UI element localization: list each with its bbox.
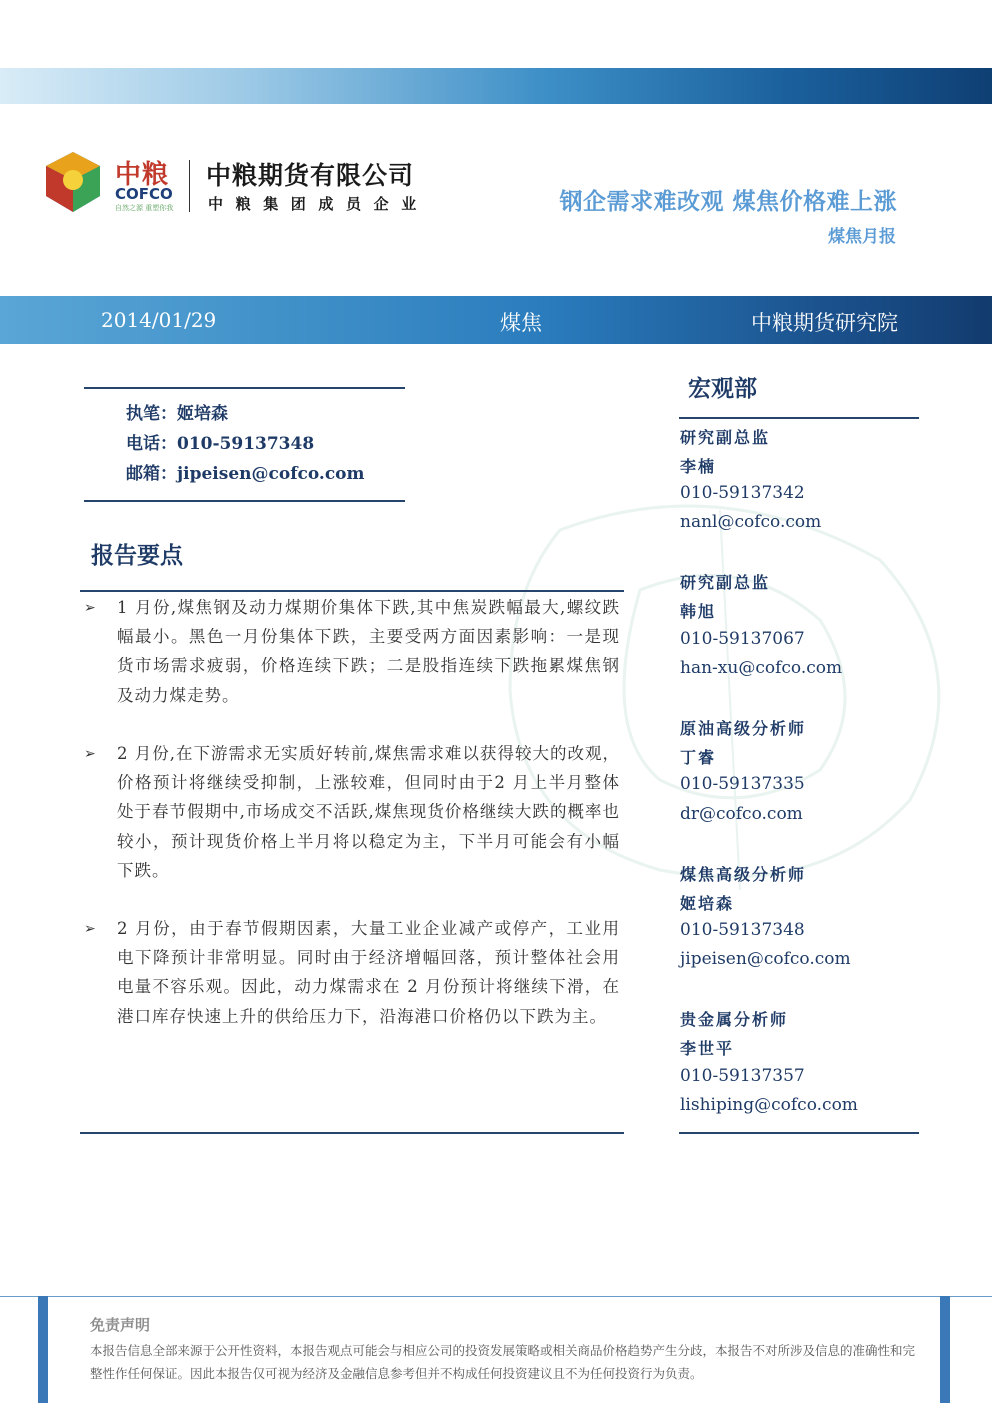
contact-name: 丁睿 xyxy=(680,748,717,767)
contact-role: 研究副总监 xyxy=(680,573,771,592)
logo-chinese-text: 中粮 xyxy=(115,160,170,190)
author-box-bottom-rule xyxy=(84,500,405,502)
report-date: 2014/01/29 xyxy=(101,308,217,332)
company-subtitle: 中粮集团成员企业 xyxy=(208,195,429,213)
contact-name: 李楠 xyxy=(680,457,717,476)
author-writer: 执笔：姬培森 xyxy=(126,404,228,424)
key-point-3: 2 月份，由于春节假期因素，大量工业企业减产或停产，工业用电下降预计非常明显。同时由于经济增幅回落，预计整体社会用电量不容乐观。因此，动力煤需求在 2 月份预计将继续下滑，在港口库存快速上升的供给压力下，沿海港口价格仍以下跌为主。 xyxy=(117,919,620,1026)
contact-name: 李世平 xyxy=(680,1039,735,1058)
contact-role: 研究副总监 xyxy=(680,428,771,447)
report-title: 钢企需求难改观 煤焦价格难上涨 xyxy=(559,189,897,215)
department-title: 宏观部 xyxy=(688,376,757,402)
bullet-arrow-icon: ➢ xyxy=(84,921,96,937)
contact-role: 原油高级分析师 xyxy=(680,719,807,738)
contact-email[interactable]: lishiping@cofco.com xyxy=(680,1095,858,1115)
key-point-2: 2 月份,在下游需求无实质好转前,煤焦需求难以获得较大的改观，价格预计将继续受抑制，上涨较难，但同时由于2 月上半月整体处于春节假期中,市场成交不活跃,煤焦现货价格继续大跌的概率也较小，预计现货价格上半月将以稳定为主，下半月可能会有小幅下跌。 xyxy=(117,744,620,880)
logo-divider xyxy=(189,160,190,212)
cofco-logo-icon xyxy=(40,150,106,214)
contact-phone: 010-59137348 xyxy=(680,920,805,940)
contact-phone: 010-59137067 xyxy=(680,629,805,649)
author-box-top-rule xyxy=(84,387,405,389)
contact-email[interactable]: nanl@cofco.com xyxy=(680,512,822,532)
top-gradient-band xyxy=(0,68,992,104)
key-points-bottom-rule xyxy=(80,1132,624,1134)
author-email: 邮箱：jipeisen@cofco.com xyxy=(126,464,365,484)
bullet-arrow-icon: ➢ xyxy=(84,600,96,616)
department-bottom-rule xyxy=(679,1132,919,1134)
bullet-arrow-icon: ➢ xyxy=(84,746,96,762)
company-name: 中粮期货有限公司 xyxy=(206,161,415,190)
disclaimer-title: 免责声明 xyxy=(90,1316,151,1334)
footer-right-bar xyxy=(940,1296,950,1403)
key-point-1: 1 月份,煤焦钢及动力煤期价集体下跌,其中焦炭跌幅最大,螺纹跌幅最小。黑色一月份集体下跌，主要受两方面因素影响：一是现货市场需求疲弱，价格连续下跌；二是股指连续下跌拖累煤焦钢及动力煤走势。 xyxy=(117,598,620,705)
contact-phone: 010-59137342 xyxy=(680,483,805,503)
contact-name: 姬培森 xyxy=(680,894,735,913)
key-points-heading: 报告要点 xyxy=(91,543,183,569)
author-phone: 电话：010-59137348 xyxy=(126,434,315,454)
contact-email[interactable]: jipeisen@cofco.com xyxy=(680,949,851,969)
footer-rule xyxy=(0,1296,992,1297)
logo-tagline: 自然之源 重塑你我 xyxy=(115,204,174,212)
report-category: 煤焦 xyxy=(500,311,542,335)
logo-english-text: COFCO xyxy=(115,185,173,203)
contact-email[interactable]: han-xu@cofco.com xyxy=(680,658,843,678)
contact-phone: 010-59137357 xyxy=(680,1066,805,1086)
contact-role: 煤焦高级分析师 xyxy=(680,865,807,884)
contact-role: 贵金属分析师 xyxy=(680,1010,789,1029)
contact-phone: 010-59137335 xyxy=(680,774,805,794)
department-top-rule xyxy=(679,417,919,419)
disclaimer-text: 本报告信息全部来源于公开性资料，本报告观点可能会与相应公司的投资发展策略或相关商品价格趋势产生分歧，本报告不对所涉及信息的准确性和完整性作任何保证。因此本报告仅可视为经济及金融信息参考但并不构成任何投资建议且不为任何投资行为负责。 xyxy=(90,1343,916,1381)
contact-email[interactable]: dr@cofco.com xyxy=(680,804,803,824)
institute-name: 中粮期货研究院 xyxy=(751,311,898,335)
report-type: 煤焦月报 xyxy=(828,227,896,247)
key-points-top-rule xyxy=(80,590,624,592)
footer-left-bar xyxy=(38,1296,48,1403)
contact-name: 韩旭 xyxy=(680,602,717,621)
